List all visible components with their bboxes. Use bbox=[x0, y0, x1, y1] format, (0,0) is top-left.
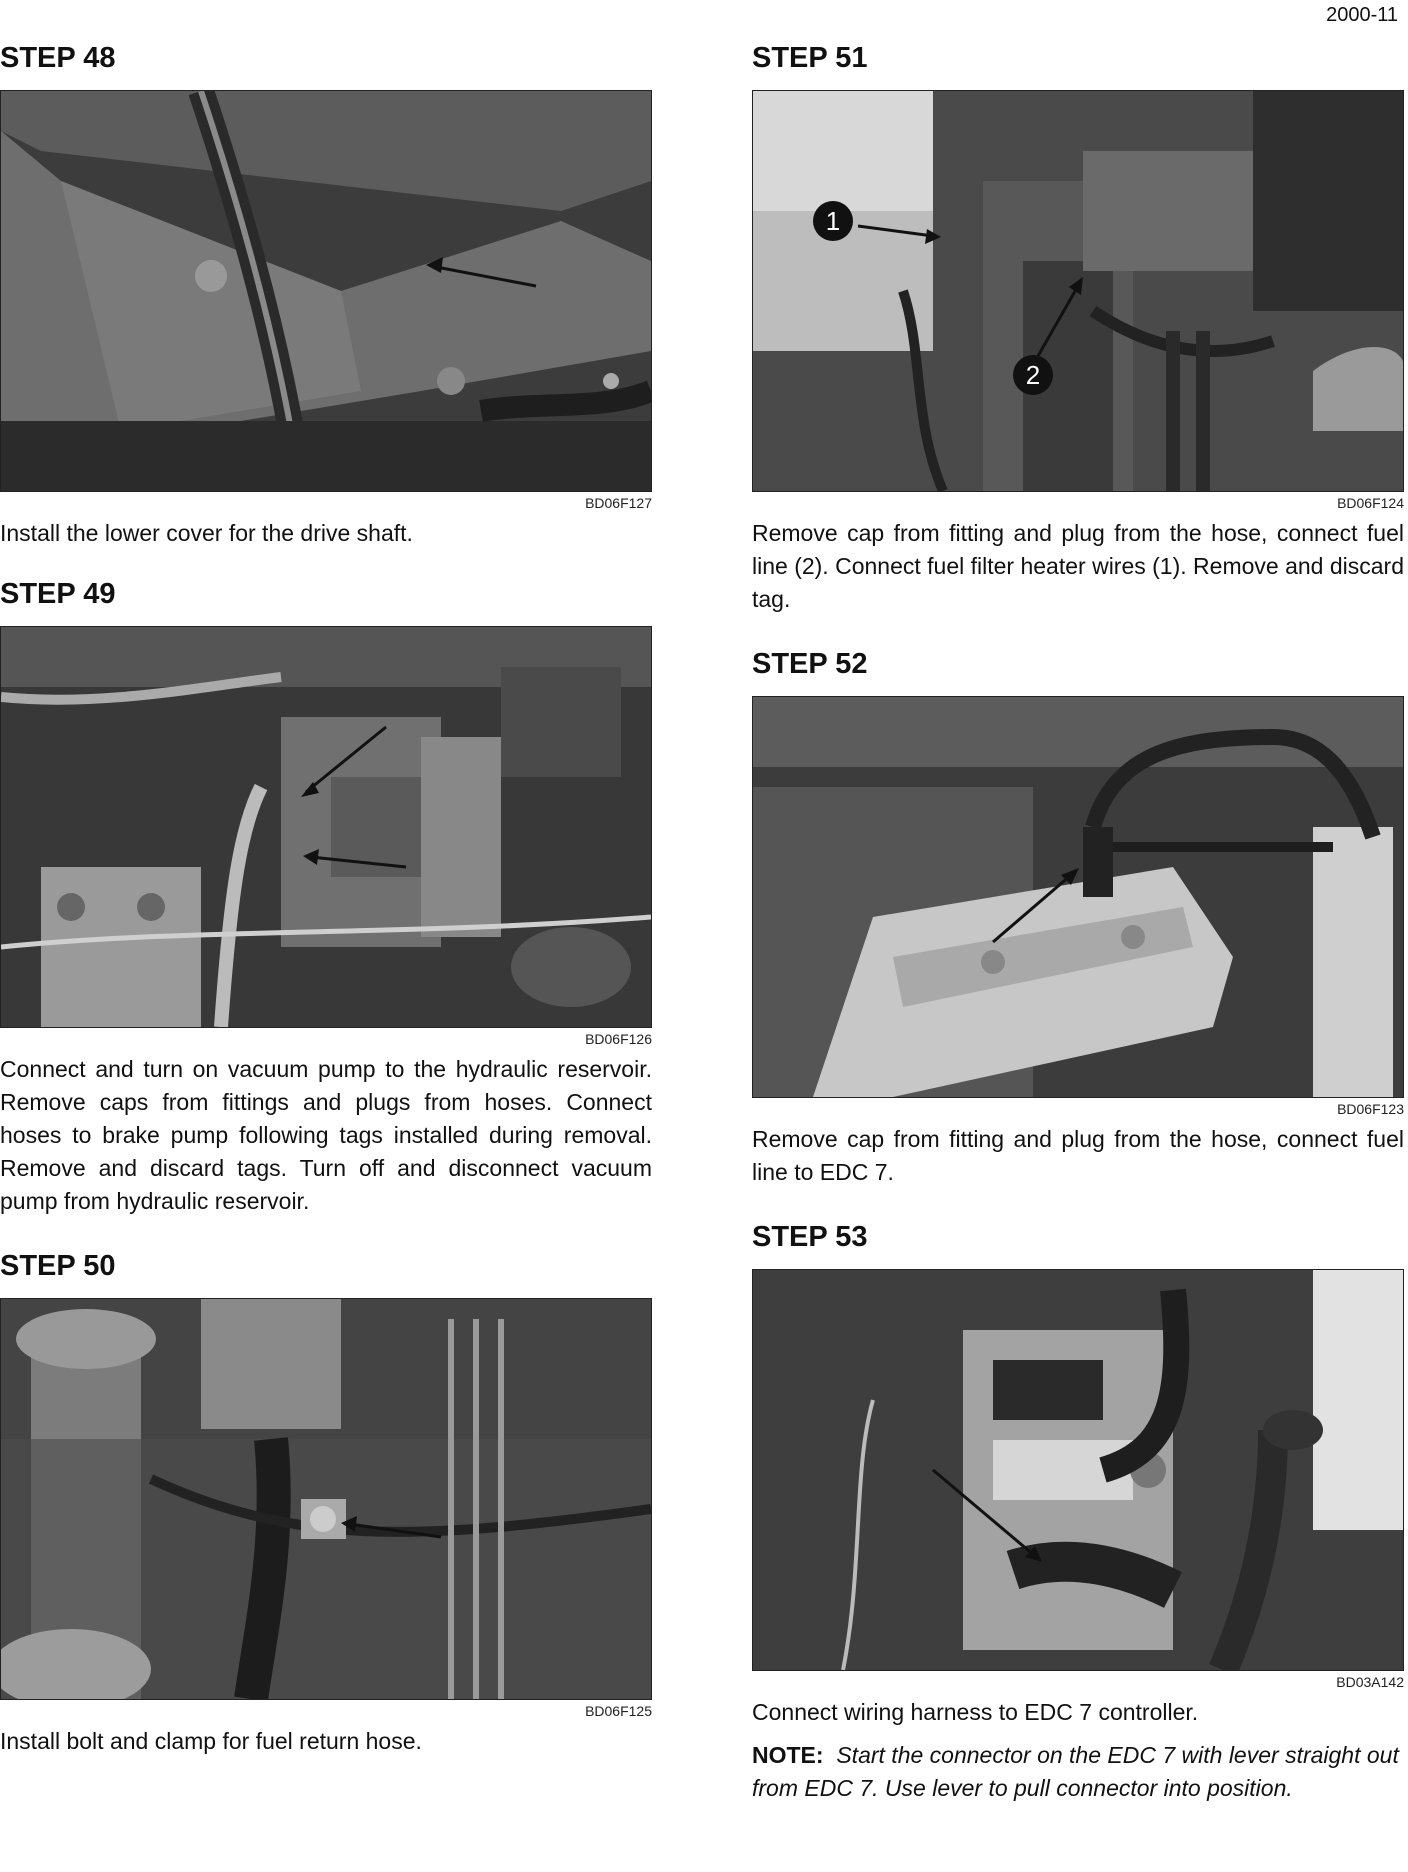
step-50-figure-id: BD06F125 bbox=[585, 1703, 652, 1719]
step-53-note bbox=[752, 1739, 1404, 1805]
step-50 bbox=[0, 1248, 652, 1758]
step-53 bbox=[752, 1219, 1404, 1805]
step-52-heading: STEP 52 bbox=[752, 648, 868, 680]
note-text: Start the connector on the EDC 7 with lever straight out from EDC 7. Use lever to pull connector into position. bbox=[752, 1742, 1399, 1801]
step-53-description: Connect wiring harness to EDC 7 controller. bbox=[752, 1699, 1199, 1725]
step-51-description: Remove cap from fitting and plug from the hose, connect fuel line (2). Connect fuel filter heater wires (1). Remove and discard tag. bbox=[752, 520, 1404, 612]
step-53-heading: STEP 53 bbox=[752, 1221, 868, 1253]
step-50-photo bbox=[0, 1298, 652, 1700]
callout-2-badge: 2 bbox=[1013, 355, 1053, 395]
left-column bbox=[0, 40, 652, 1788]
step-48-photo bbox=[0, 90, 652, 492]
step-49-figure-id: BD06F126 bbox=[585, 1031, 652, 1047]
step-49-description: Connect and turn on vacuum pump to the hydraulic reservoir. Remove caps from fittings and plugs from hoses. Connect hoses to brake pump following tags installed during removal. Remove and discard tags. Turn off and disconnect vacuum pump from hydraulic reservoir. bbox=[0, 1056, 652, 1214]
note-label: NOTE: bbox=[752, 1742, 824, 1768]
step-48-heading: STEP 48 bbox=[0, 42, 116, 74]
step-48 bbox=[0, 40, 652, 550]
page-number: 2000-11 bbox=[1326, 4, 1398, 26]
right-column bbox=[752, 40, 1404, 1835]
step-51-heading: STEP 51 bbox=[752, 42, 868, 74]
step-53-figure-id: BD03A142 bbox=[1336, 1674, 1404, 1690]
step-50-description: Install bolt and clamp for fuel return hose. bbox=[0, 1728, 422, 1754]
step-49-heading: STEP 49 bbox=[0, 578, 116, 610]
step-50-heading: STEP 50 bbox=[0, 1250, 116, 1282]
step-48-description: Install the lower cover for the drive shaft. bbox=[0, 520, 413, 546]
step-49 bbox=[0, 576, 652, 1218]
step-52 bbox=[752, 646, 1404, 1189]
step-48-figure-id: BD06F127 bbox=[585, 495, 652, 511]
step-51 bbox=[752, 40, 1404, 616]
step-51-photo bbox=[752, 90, 1404, 492]
step-53-photo bbox=[752, 1269, 1404, 1671]
callout-1-badge: 1 bbox=[813, 201, 853, 241]
step-52-photo bbox=[752, 696, 1404, 1098]
step-49-photo bbox=[0, 626, 652, 1028]
step-52-figure-id: BD06F123 bbox=[1337, 1101, 1404, 1117]
step-52-description: Remove cap from fitting and plug from the hose, connect fuel line to EDC 7. bbox=[752, 1126, 1404, 1185]
step-51-figure-id: BD06F124 bbox=[1337, 495, 1404, 511]
